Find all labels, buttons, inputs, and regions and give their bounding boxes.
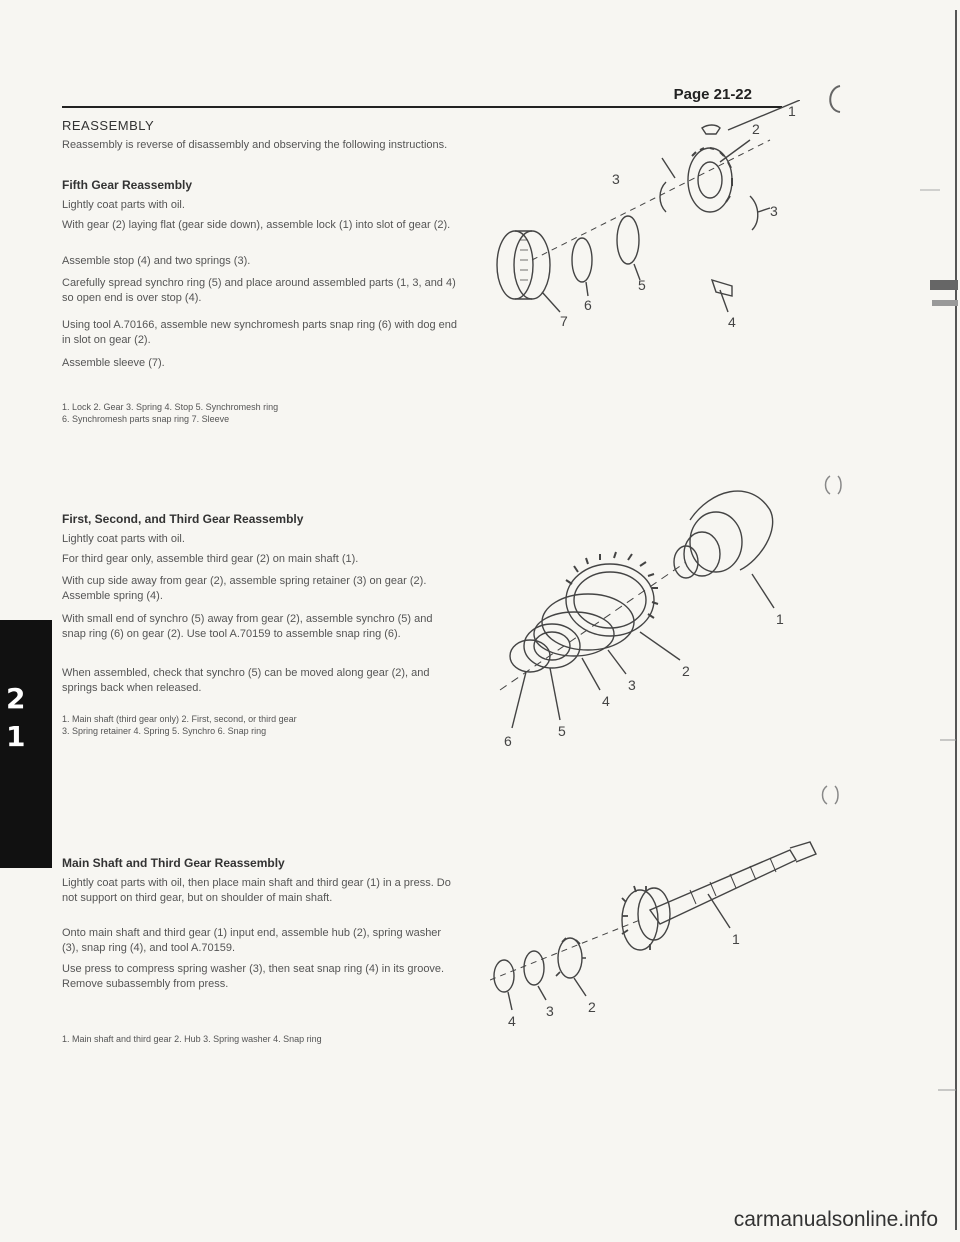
callout-label: 3 (546, 1003, 554, 1019)
reassembly-title: REASSEMBLY (62, 118, 155, 133)
fifth-gear-step: Carefully spread synchro ring (5) and place around assembled parts (1, 3, and 4) so open end is over stop (4). (62, 277, 456, 304)
spring-part (750, 196, 758, 230)
main-shaft-heading: Main Shaft and Third Gear Reassembly (62, 856, 285, 870)
fifth-gear-heading: Fifth Gear Reassembly (62, 178, 193, 192)
main-shaft-part (650, 842, 816, 924)
binder-hole-icon (818, 80, 858, 120)
main-shaft-diagram (490, 820, 820, 1040)
third-gear-part (622, 886, 670, 950)
main-shaft-step: Lightly coat parts with oil, then place main shaft and third gear (1) in a press. Do not support on third gear, but on shoulder of main shaft. (62, 877, 451, 904)
synchro-part (524, 624, 580, 668)
callout-label: 2 (752, 121, 760, 137)
page-number: Page 21-22 (673, 86, 752, 103)
callout-label: 3 (770, 203, 778, 219)
chapter-digit: 1 (6, 720, 26, 753)
binder-hole-icon (815, 780, 845, 810)
callout-label: 4 (602, 693, 610, 709)
fst-gear-heading: First, Second, and Third Gear Reassembly (62, 512, 304, 526)
watermark: carmanualsonline.info (733, 1208, 938, 1231)
main-shaft-caption: 1. Main shaft and third gear 2. Hub 3. Spring washer 4. Snap ring (62, 1034, 322, 1044)
callout-label: 7 (560, 313, 568, 329)
fifth-gear-step: Lightly coat parts with oil. (62, 199, 185, 211)
reassembly-intro: Reassembly is reverse of disassembly and observing the following instructions. (62, 139, 448, 151)
snap-ring-part (494, 960, 514, 992)
fifth-gear-step: Using tool A.70166, assemble new synchromesh parts snap ring (6) with dog end in slot on gear (2). (62, 319, 457, 346)
binder-hole-icon (818, 470, 848, 500)
spring-part (660, 182, 666, 212)
callout-label: 4 (728, 314, 736, 330)
callout-label: 6 (504, 733, 512, 749)
scan-edge-artifact (910, 0, 960, 1242)
fst-gear-diagram (490, 480, 790, 770)
fifth-gear-diagram (470, 100, 800, 330)
callout-label: 1 (732, 931, 740, 947)
fst-gear-step: Lightly coat parts with oil. (62, 533, 185, 545)
main-shaft-step: Onto main shaft and third gear (1) input end, assemble hub (2), spring washer (3), snap ring (4), and tool A.70159. (62, 927, 442, 954)
chapter-tab (0, 620, 52, 868)
fst-gear-step: For third gear only, assemble third gear (2) on main shaft (1). (62, 553, 359, 565)
fifth-gear-step: With gear (2) laying flat (gear side down), assemble lock (1) into slot of gear (2). (62, 219, 451, 231)
snap-ring-part (572, 238, 592, 282)
callout-label: 1 (776, 611, 784, 627)
synchro-ring-part (617, 216, 639, 264)
callout-label: 2 (682, 663, 690, 679)
lock-part (702, 125, 720, 134)
fifth-gear-step: Assemble stop (4) and two springs (3). (62, 255, 251, 267)
fst-gear-step: With cup side away from gear (2), assemble spring retainer (3) on gear (2). Assemble spring (4). (62, 575, 427, 602)
sleeve-part (497, 231, 550, 299)
spring-washer-part (524, 951, 544, 985)
callout-label: 2 (588, 999, 596, 1015)
callout-label: 6 (584, 297, 592, 313)
fifth-gear-step: Assemble sleeve (7). (62, 357, 165, 369)
fst-gear-step: When assembled, check that synchro (5) can be moved along gear (2), and springs back when released. (62, 667, 430, 694)
snap-ring-part (510, 640, 550, 672)
main-shaft-part (674, 491, 773, 578)
fst-gear-caption-2: 3. Spring retainer 4. Spring 5. Synchro 6. Snap ring (62, 726, 267, 736)
callout-label: 5 (638, 277, 646, 293)
callout-label: 3 (612, 171, 620, 187)
chapter-digit: 2 (6, 682, 26, 715)
callout-label: 4 (508, 1013, 516, 1029)
fifth-gear-caption-2: 6. Synchromesh parts snap ring 7. Sleeve (62, 414, 230, 424)
fst-gear-step: With small end of synchro (5) away from gear (2), assemble synchro (5) and snap ring (6) on gear (2). Use tool A.70159 to assemble snap ring (6). (62, 613, 433, 640)
callout-label: 1 (788, 103, 796, 119)
fst-gear-caption-1: 1. Main shaft (third gear only) 2. First, second, or third gear (62, 714, 297, 724)
callout-label: 5 (558, 723, 566, 739)
main-shaft-step: Use press to compress spring washer (3), then seat snap ring (4) in its groove. Remove subassembly from press. (62, 963, 445, 990)
hub-part (556, 938, 586, 978)
callout-label: 3 (628, 677, 636, 693)
fifth-gear-caption-1: 1. Lock 2. Gear 3. Spring 4. Stop 5. Synchromesh ring (62, 402, 279, 412)
